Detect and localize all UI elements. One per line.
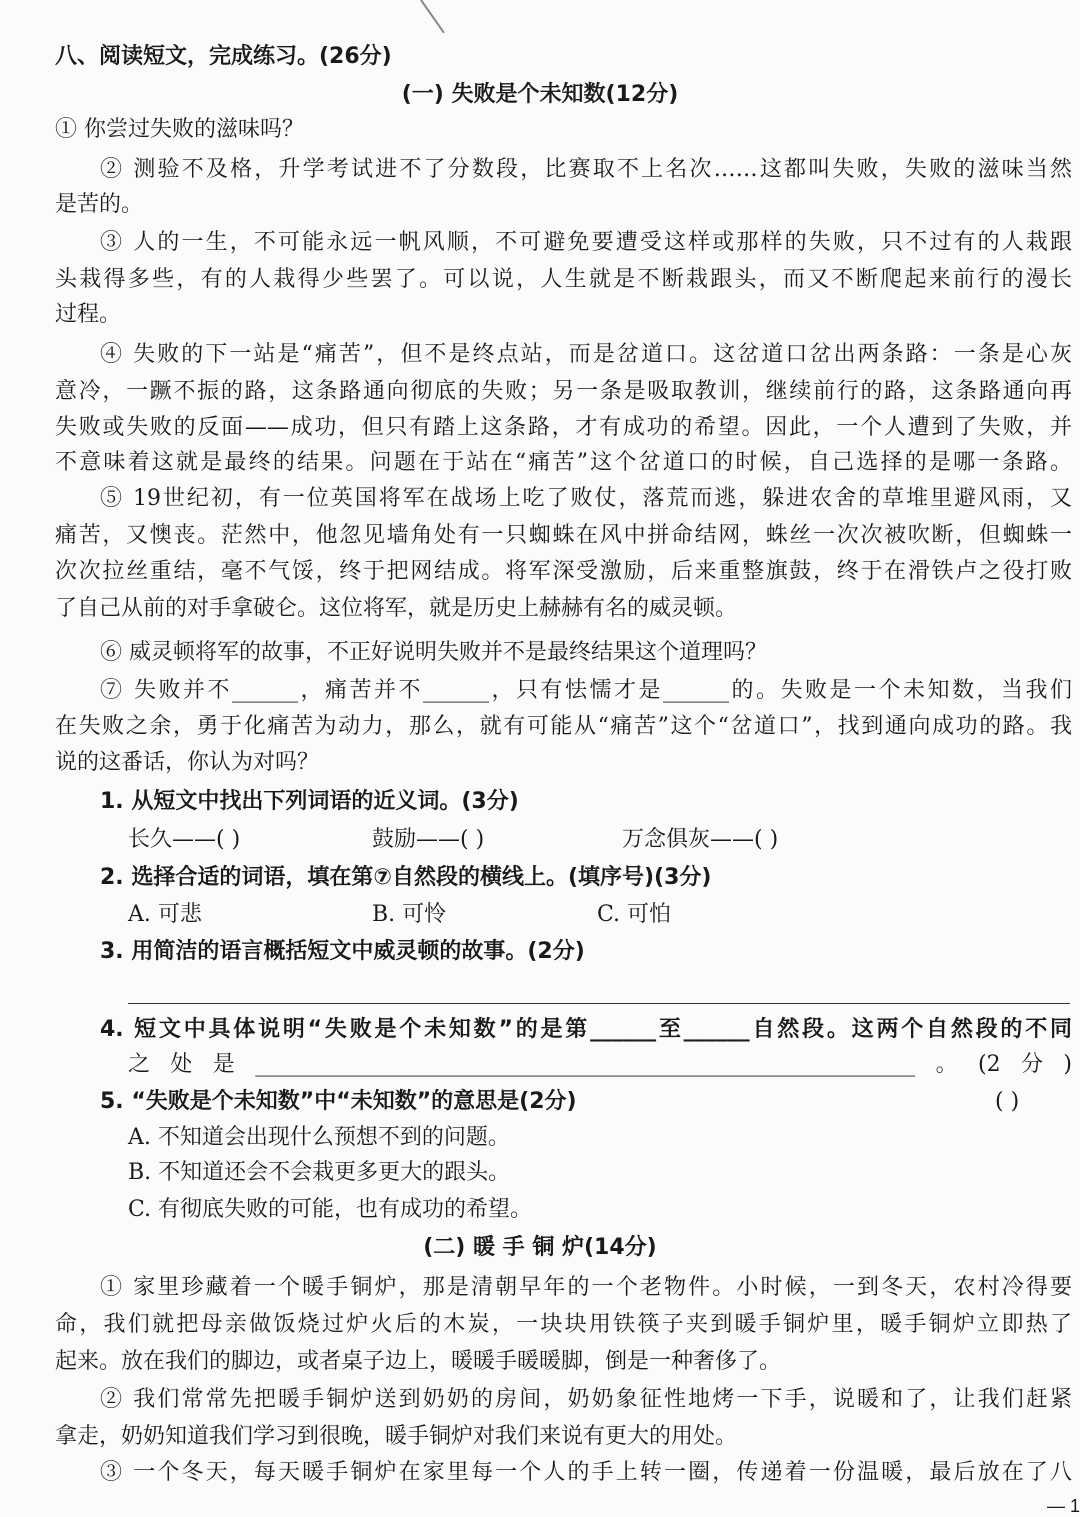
section-title: 八、阅读短文，完成练习。(26分) (55, 44, 392, 69)
page-number: — 1 (1046, 1496, 1080, 1516)
q1-item[interactable]: 万念俱灰——( ) (622, 827, 779, 852)
passage-title: (二) 暖 手 铜 炉(14分) (423, 1235, 657, 1260)
paragraph-line: 了自己从前的对手拿破仑。这位将军，就是历史上赫赫有名的威灵顿。 (55, 596, 738, 621)
paragraph-line: ⑥ 威灵顿将军的故事，不正好说明失败并不是最终结果这个道理吗？ (100, 640, 767, 665)
paragraph-line: ① 你尝过失败的滋味吗？ (55, 117, 304, 142)
q5-option[interactable]: B. 不知道还会不会栽更多更大的跟头。 (128, 1160, 511, 1185)
paragraph-line: 命，我们就把母亲做饭烧过炉火后的木炭，一块块用铁筷子夹到暖手铜炉里，暖手铜炉立即热了 (55, 1312, 1072, 1337)
q5-option[interactable]: A. 不知道会出现什么预想不到的问题。 (128, 1125, 510, 1150)
passage-title: (一) 失败是个未知数(12分) (401, 82, 679, 107)
paragraph-line: ⑦ 失败并不______，痛苦并不______，只有怯懦才是______的。失败是一个未知数，当我们 (100, 678, 1072, 703)
q5-option[interactable]: C. 有彻底失败的可能，也有成功的希望。 (128, 1197, 533, 1222)
paragraph-line: 次次拉丝重结，毫不气馁，终于把网结成。将军深受激励，后来重整旗鼓，终于在滑铁卢之役打败 (55, 559, 1072, 584)
q2-option[interactable]: B. 可怜 (372, 902, 447, 927)
paragraph-line: 在失败之余，勇于化痛苦为动力，那么，就有可能从“痛苦”这个“岔道口”，找到通向成功的路。我 (55, 714, 1072, 739)
paragraph-line: 痛苦，又懊丧。茫然中，他忽见墙角处有一只蜘蛛在风中拼命结网，蛛丝一次次被吹断，但蜘蛛一 (55, 523, 1072, 548)
paragraph-line: ② 我们常常先把暖手铜炉送到奶奶的房间，奶奶象征性地烤一下手，说暖和了，让我们赶紧 (100, 1387, 1072, 1412)
paragraph-line: 头栽得多些，有的人栽得少些罢了。可以说，人生就是不断栽跟头，而又不断爬起来前行的漫长 (55, 267, 1072, 292)
question-5: 5. “失败是个未知数”中“未知数”的意思是(2分) (100, 1089, 577, 1114)
answer-line-q3 (128, 1003, 1070, 1004)
paragraph-line: 不意味着这就是最终的结果。问题在于站在“痛苦”这个岔道口的时候，自己选择的是哪一条路。 (55, 450, 1072, 475)
paragraph-line: 拿走，奶奶知道我们学习到很晚，暖手铜炉对我们来说有更大的用处。 (55, 1424, 738, 1449)
q5-answer-bracket[interactable]: ( ) (995, 1089, 1020, 1114)
paragraph-line: ③ 人的一生，不可能永远一帆风顺，不可避免要遭受这样或那样的失败，只不过有的人栽跟 (100, 230, 1072, 255)
q2-option[interactable]: C. 可怕 (597, 902, 672, 927)
q2-option[interactable]: A. 可悲 (128, 902, 202, 927)
question-1: 1. 从短文中找出下列词语的近义词。(3分) (100, 789, 519, 814)
paragraph-line: ① 家里珍藏着一个暖手铜炉，那是清朝早年的一个老物件。小时候，一到冬天，农村冷得要 (100, 1275, 1072, 1300)
q1-item[interactable]: 鼓励——( ) (372, 827, 485, 852)
paragraph-line: ② 测验不及格，升学考试进不了分数段，比赛取不上名次……这都叫失败，失败的滋味当然 (100, 157, 1072, 182)
question-2: 2. 选择合适的词语，填在第⑦自然段的横线上。(填序号)(3分) (100, 865, 712, 890)
paragraph-line: 是苦的。 (55, 192, 144, 217)
q1-item[interactable]: 长久——( ) (128, 827, 241, 852)
paragraph-line: 起来。放在我们的脚边，或者桌子边上，暖暖手暖暖脚，倒是一种奢侈了。 (55, 1349, 782, 1374)
paragraph-line: 失败或失败的反面——成功，但只有踏上这条路，才有成功的希望。因此，一个人遭到了失败，并 (55, 415, 1072, 440)
question-4-answer[interactable]: 之处是____________________________________________________________。(2分) (128, 1052, 1072, 1077)
question-4: 4. 短文中具体说明“失败是个未知数”的是第______至______自然段。这两个自然段的不同 (100, 1017, 1072, 1042)
paragraph-line: ③ 一个冬天，每天暖手铜炉在家里每一个人的手上转一圈，传递着一份温暖，最后放在了八 (100, 1460, 1072, 1485)
paragraph-line: 说的这番话，你认为对吗？ (55, 750, 320, 775)
paragraph-line: 意冷，一蹶不振的路，这条路通向彻底的失败；另一条是吸取教训，继续前行的路，这条路通向再 (55, 379, 1072, 404)
paragraph-line: 过程。 (55, 302, 122, 327)
paragraph-line: ⑤ 19世纪初，有一位英国将军在战场上吃了败仗，落荒而逃，躲进农舍的草堆里避风雨，又 (100, 486, 1072, 511)
paragraph-line: ④ 失败的下一站是“痛苦”，但不是终点站，而是岔道口。这岔道口岔出两条路：一条是心灰 (100, 342, 1072, 367)
paper-crease (420, 0, 445, 33)
question-3: 3. 用简洁的语言概括短文中威灵顿的故事。(2分) (100, 939, 585, 964)
